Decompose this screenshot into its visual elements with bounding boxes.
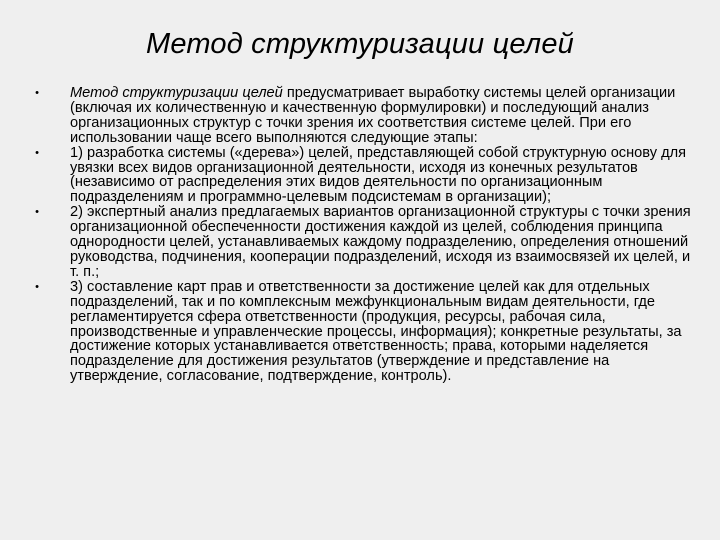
item-text: 3) составление карт прав и ответственности за достижение целей как для отдельных подразделений, так и по комплексным межфункциональным видам деятельности, где регламентируется сфера ответственности (продукция, ресурсы, рабочая сила, производственные и управленческие процессы, информация); конкретные результаты, за достижение которых устанавливается ответственность; права, которыми наделяется подразделение для достижения результатов (утверждение и представление на утверждение, согласование, подтверждение, контроль). [70,278,682,385]
item-text: предусматривает выработку системы целей организации (включая их количественную и качественную формулировки) и последующий анализ организационных структур с точки зрения их соответствия системе целей. При его использовании чаще всего выполняются следующие этапы: [70,85,676,146]
bullet-icon: • [35,206,39,219]
list-item [32,146,692,206]
bullet-icon: • [35,87,39,99]
slide-title: Метод структуризации целей [145,28,575,60]
item-text: 1) разработка системы («дерева») целей, представляющей собой структурную основу для увязки всех видов организационной деятельности, исходя из конечных результатов (независимо от распределения этих видов деятельности по организационным подразделениям и программно-целевым подсистемам в организации); [70,144,687,206]
list-item [32,280,692,384]
list-item [32,205,692,280]
bullet-list [32,86,692,384]
list-item [32,86,692,146]
bullet-icon: • [35,280,39,293]
item-lead-text: Метод структуризации целей [70,85,283,101]
item-text: 2) экспертный анализ предлагаемых вариантов организационной структуры с точки зрения организационной обеспеченности достижения каждой из целей, соблюдения принципа однородности целей, устанавливаемых каждому подразделению, определения отношений руководства, подчинения, кооперации подразделений, исходя из взаимосвязей их целей, и т. п.; [70,204,691,280]
bullet-icon: • [35,146,39,159]
